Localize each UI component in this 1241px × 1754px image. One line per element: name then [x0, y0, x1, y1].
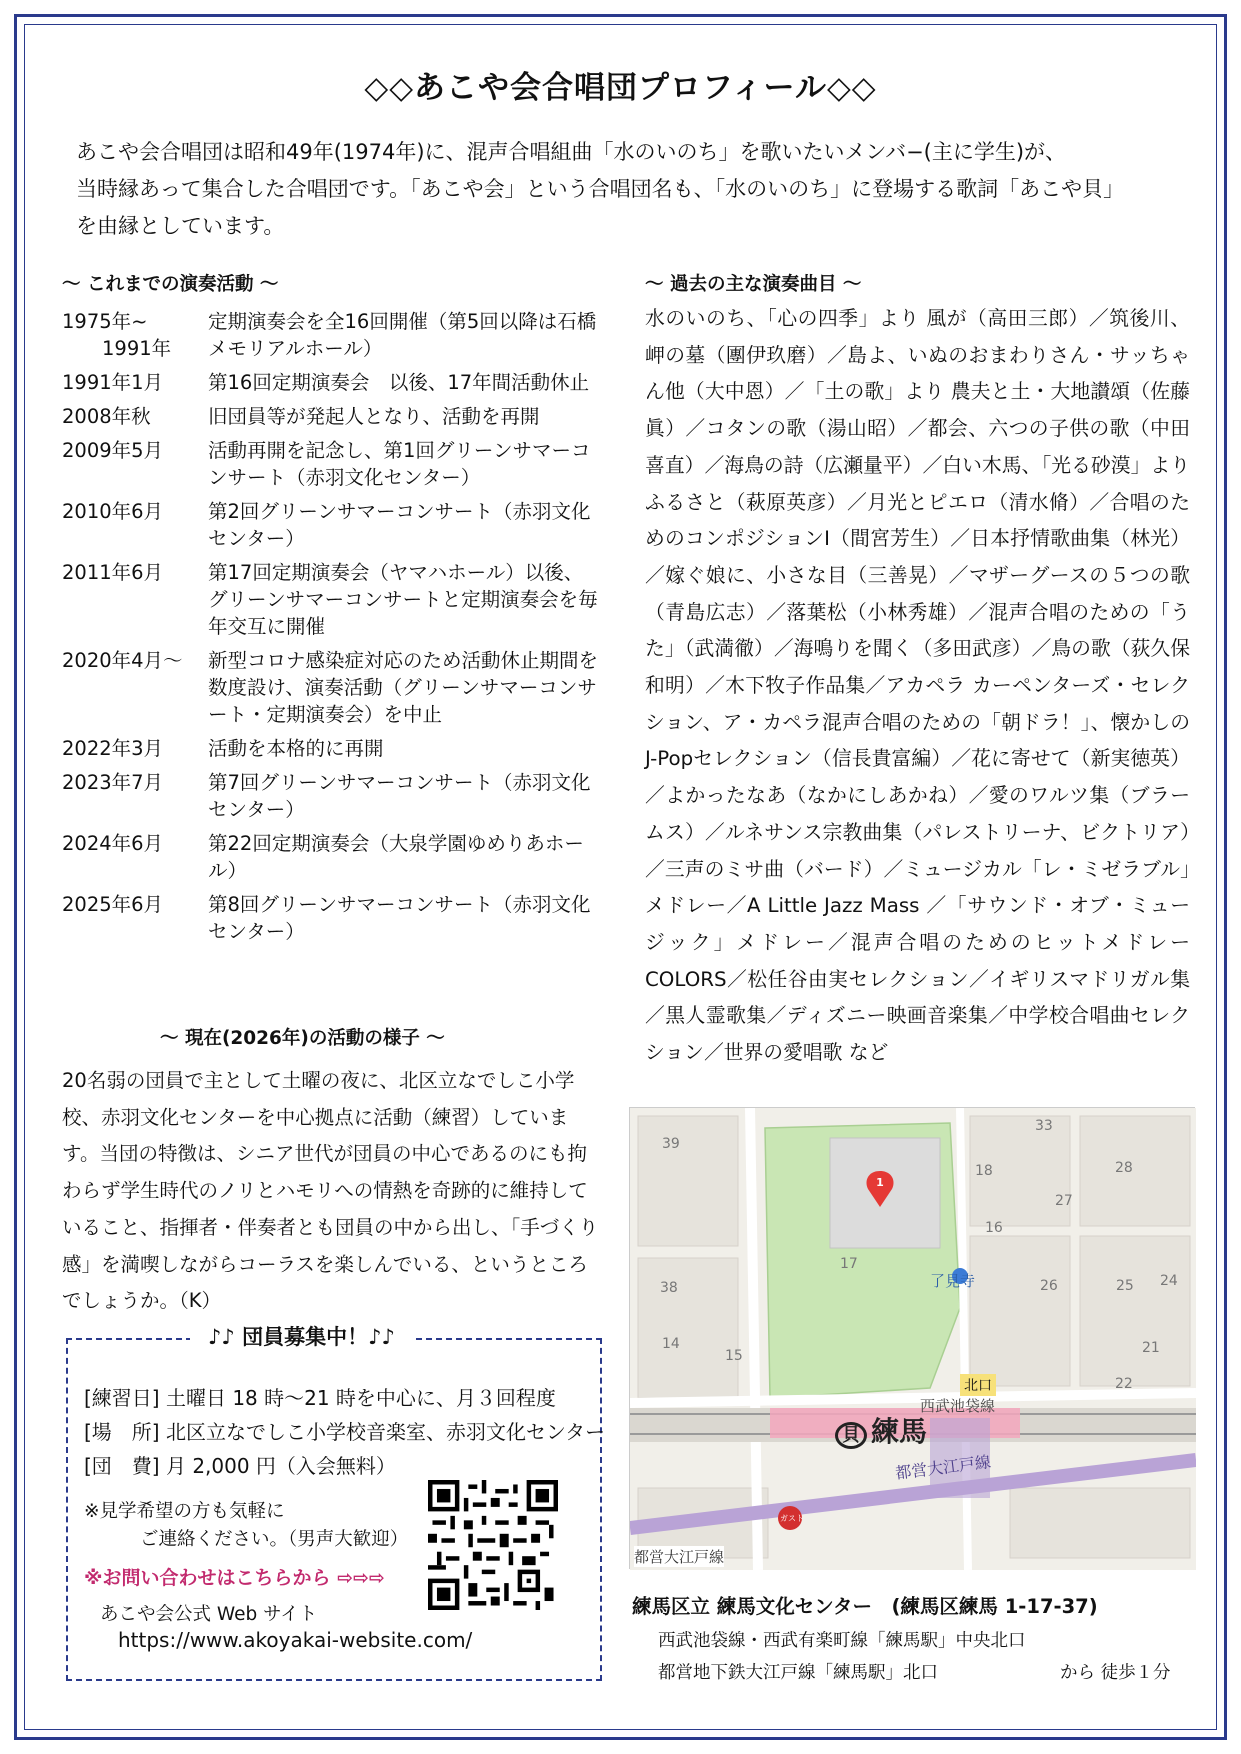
block-number: 14 — [662, 1336, 680, 1352]
current-heading: ～ 現在(2026年)の活動の様子 ～ — [160, 1028, 445, 1049]
history-heading: ～ これまでの演奏活動 ～ — [62, 274, 279, 295]
block-number: 28 — [1115, 1160, 1133, 1176]
website-url[interactable]: https://www.akoyakai-website.com/ — [118, 1628, 473, 1652]
current-text: 20名弱の団員で主として土曜の夜に、北区立なでしこ小学校、赤羽文化センターを中心拠点に活動（練習）しています。当団の特徴は、シニア世代が団員の中心であるのにも拘わらず学生時代のノリとハモリへの情熱を奇跡的に維持していること、指揮者・伴奏者とも団員の中から出し、「手づくり感」を満喫しながらコーラスを楽しんでいる、というところでしょうか。（K） — [62, 1069, 599, 1313]
contact-link[interactable]: ※お問い合わせはこちらから ⇨⇨⇨ — [84, 1567, 385, 1589]
history-item — [62, 308, 602, 362]
repertoire-text: 水のいのち、「心の四季」より 風が（高田三郎）／筑後川、岬の墓（團伊玖磨）／島よ、いぬのおまわりさん・サッちゃん他（大中恩）／「土の歌」より 農夫と土・大地讃頌（佐藤眞）／コタンの歌（湯山昭）／都会、六つの子供の歌（中田喜直）／海鳥の詩（広瀬量平）／白い木馬、「光る砂漠」より ふるさと（萩原英彦）／月光とピエロ（清水脩）／合唱のためのコンポジションⅠ（間宮芳生）／日本抒情歌曲集（林光）／嫁ぐ娘に、小さな目（三善晃）／マザーグースの５つの歌（青島広志）／落葉松（小林秀雄）／混声合唱のための「うた」（武満徹）／海鳴りを聞く（多田武彦）／鳥の歌（荻久保和明）／木下牧子作品集／アカペラ カーペンターズ・セレクション、ア・カペラ混声合唱のための「朝ドラ！」、懐かしのJ-Popセレクション（信長貴富編）／花に寄せて（新実徳英）／よかったなあ（なかにしあかね）／愛のワルツ集（ブラームス）／ルネサンス宗教曲集（パレストリーナ、ビクトリア）／三声のミサ曲（バード）／ミュージカル「レ・ミゼラブル」メドレー／A Little Jazz Mass ／「サウンド・オブ・ミュージック」メドレー／混声合唱のためのヒットメドレー COLORS／松任谷由実セレクション／イギリスマドリガル集／黒人霊歌集／ディズニー映画音楽集／中学校合唱曲セレクション／世界の愛唱歌 など — [645, 307, 1190, 1065]
history-text: 旧団員等が発起人となり、活動を再開 — [208, 405, 540, 428]
website-label: あこや会公式 Web サイト — [100, 1604, 318, 1625]
history-item — [62, 891, 602, 945]
history-date: 2022年3月 — [62, 737, 164, 760]
block-number: 24 — [1160, 1273, 1178, 1289]
history-date-end: 1991年 — [102, 337, 172, 360]
history-item — [62, 498, 602, 552]
history-date: 2008年秋 — [62, 405, 151, 428]
history-text: 新型コロナ感染症対応のため活動休止期間を数度設け、演奏活動（グリーンサマーコンサート・定期演奏会）を中止 — [208, 649, 599, 726]
history-item — [62, 647, 602, 728]
visit-note: ※見学希望の方も気軽に — [84, 1501, 285, 1522]
block-number: 38 — [660, 1280, 678, 1296]
history-text: 第7回グリーンサマーコンサート（赤羽文化センター） — [208, 771, 591, 821]
block-number: 17 — [840, 1256, 858, 1272]
history-text: 第8回グリーンサマーコンサート（赤羽文化センター） — [208, 893, 591, 943]
history-date: 2023年7月 — [62, 771, 164, 794]
block-number: 33 — [1035, 1118, 1053, 1134]
recruit-title: ♪♪ 団員募集中！♪♪ — [190, 1321, 413, 1351]
history-date: 2011年6月 — [62, 561, 164, 584]
history-text: 第17回定期演奏会（ヤマハホール）以後、グリーンサマーコンサートと定期演奏会を毎年交互に開催 — [208, 561, 598, 638]
block-number: 16 — [985, 1220, 1003, 1236]
history-item — [62, 437, 602, 491]
block-number: 18 — [975, 1163, 993, 1179]
venue-title: 練馬区立 練馬文化センター (練馬区練馬 1-17-37) — [632, 1595, 1098, 1618]
visit-note-2: ご連絡ください。（男声大歓迎） — [140, 1529, 409, 1550]
history-date: 2020年4月～ — [62, 649, 183, 672]
history-text: 定期演奏会を全16回開催（第5回以降は石橋メモリアルホール） — [208, 310, 597, 360]
block-number: 27 — [1055, 1193, 1073, 1209]
history-date: 2025年6月 — [62, 893, 164, 916]
history-text: 活動再開を記念し、第1回グリーンサマーコンサート（赤羽文化センター） — [208, 439, 591, 489]
history-date: 2009年5月 — [62, 439, 164, 462]
history-text: 第2回グリーンサマーコンサート（赤羽文化センター） — [208, 500, 591, 550]
temple-label: 了見寺 — [930, 1272, 976, 1290]
map-graphic — [630, 1108, 1196, 1570]
history-text: 活動を本格的に再開 — [208, 737, 384, 760]
history-list — [62, 308, 602, 952]
history-item — [62, 735, 602, 762]
walk-time: から 徒歩１分 — [1060, 1663, 1171, 1683]
history-item — [62, 830, 602, 884]
intro-line: あこや会合唱団は昭和49年(1974年)に、混声合唱組曲「水のいのち」を歌いたいメンバ−(主に学生)が、 — [76, 140, 1067, 164]
block-number: 39 — [662, 1136, 680, 1152]
history-item — [62, 369, 602, 396]
station-name: 貝 練馬 — [835, 1410, 927, 1450]
intro-paragraph — [76, 134, 1186, 245]
history-date: 1991年1月 — [62, 371, 164, 394]
oedo-line-label-2: 都営大江戸線 — [634, 1548, 725, 1566]
seibu-line-label: 西武池袋線 — [920, 1397, 996, 1415]
block-number: 21 — [1142, 1340, 1160, 1356]
block-number: 15 — [725, 1348, 743, 1364]
page-title: ◇◇あこや会合唱団プロフィール◇◇ — [364, 70, 877, 106]
block-number: 26 — [1040, 1278, 1058, 1294]
intro-line: を由縁としています。 — [76, 214, 285, 238]
gusto-label: ガスト — [780, 1514, 804, 1523]
qr-code-icon[interactable] — [428, 1480, 558, 1610]
history-item — [62, 559, 602, 640]
history-date: 2024年6月 — [62, 832, 164, 855]
oedo-line-label: 都営大江戸線 — [894, 1452, 992, 1483]
history-text: 第16回定期演奏会 以後、17年間活動休止 — [208, 371, 590, 394]
history-date: 2010年6月 — [62, 500, 164, 523]
intro-line: 当時縁あって集合した合唱団です。「あこや会」という合唱団名も、「水のいのち」に登場する歌詞「あこや貝」 — [76, 177, 1125, 201]
block-number: 22 — [1115, 1376, 1133, 1392]
history-date: 1975年~ — [62, 310, 148, 333]
station-mark: 貝 — [835, 1422, 867, 1449]
map[interactable] — [629, 1107, 1195, 1569]
block-number: 25 — [1116, 1278, 1134, 1294]
repertoire-heading: ～ 過去の主な演奏曲目 ～ — [645, 274, 862, 295]
map-pin-label: 1 — [876, 1176, 884, 1189]
north-exit-label: 北口 — [960, 1374, 996, 1396]
practice-place: [場 所] 北区立なでしこ小学校音楽室、赤羽文化センター — [84, 1420, 606, 1444]
history-text: 第22回定期演奏会（大泉学園ゆめりあホール） — [208, 832, 584, 882]
history-item — [62, 403, 602, 430]
history-item — [62, 769, 602, 823]
practice-day: [練習日] 土曜日 18 時～21 時を中心に、月３回程度 — [84, 1386, 556, 1410]
access-oedo: 都営地下鉄大江戸線「練馬駅」北口 — [658, 1663, 938, 1683]
membership-fee: [団 費] 月 2,000 円（入会無料） — [84, 1454, 396, 1478]
access-seibu: 西武池袋線・西武有楽町線「練馬駅」中央北口 — [658, 1631, 1026, 1651]
